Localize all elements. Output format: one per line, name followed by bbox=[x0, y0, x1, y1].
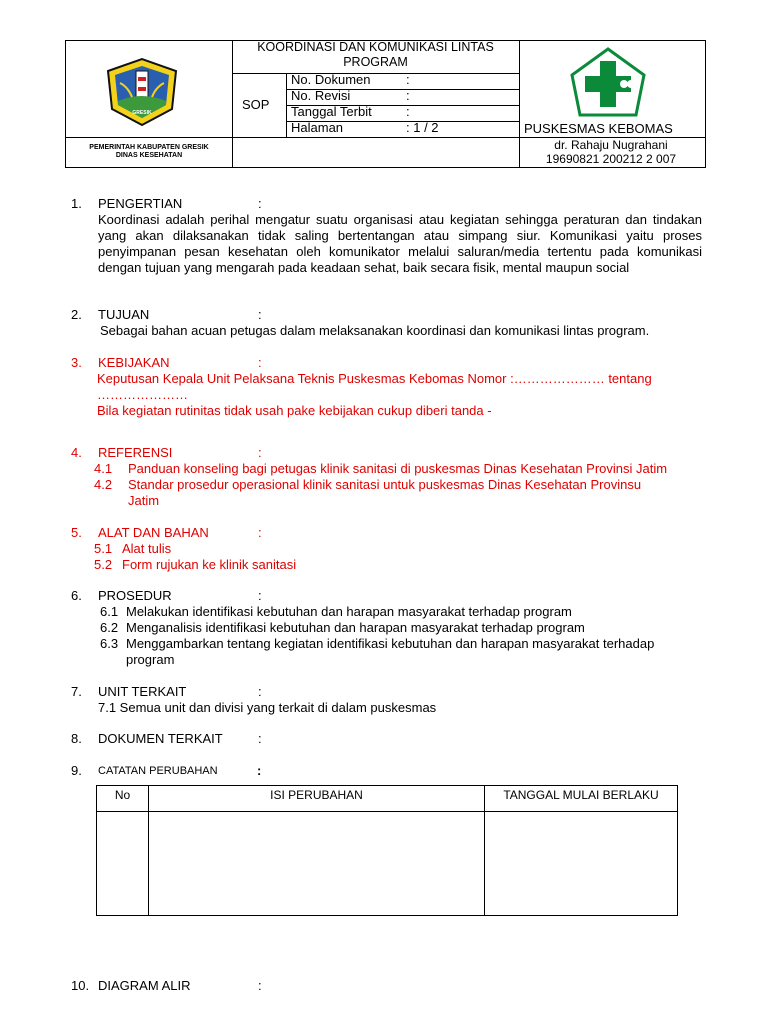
tool-item-text: Alat tulis bbox=[122, 541, 172, 556]
procedure-item-number: 6.3 bbox=[100, 636, 119, 651]
section-7-number: 7. bbox=[71, 684, 82, 699]
section-4-colon: : bbox=[258, 445, 262, 460]
tool-item-number: 5.2 bbox=[94, 557, 113, 572]
section-7-colon: : bbox=[258, 684, 262, 699]
section-2-title: TUJUAN bbox=[98, 307, 150, 322]
section-3-colon: : bbox=[258, 355, 262, 370]
section-3-title: KEBIJAKAN bbox=[98, 355, 170, 370]
section-5-title: ALAT DAN BAHAN bbox=[98, 525, 209, 540]
section-10-title: DIAGRAM ALIR bbox=[98, 978, 191, 993]
section-1-body: Koordinasi adalah perihal mengatur suatu organisasi atau kegiatan sehingga peraturan dan tindakan yang akan dilaksanakan tidak saling bertentangan atau simpang siur. Komunikasi yaitu proses penyimpanan pesan kesehatan oleh komunikator melalui saluran/media tertentu pada komunikasi dengan tujuan yang mengarah pada keadaan sehat, baik secara fisik, mental maupun social bbox=[98, 212, 702, 275]
section-8-colon: : bbox=[258, 731, 262, 746]
tool-item-text: Form rujukan ke klinik sanitasi bbox=[122, 557, 297, 572]
table-cell bbox=[149, 812, 485, 916]
section-1-title: PENGERTIAN bbox=[98, 196, 183, 211]
field-no-revisi-value: : bbox=[406, 88, 410, 103]
procedure-item-text: Melakukan identifikasi kebutuhan dan harapan masyarakat terhadap program bbox=[126, 604, 572, 619]
section-7-body: 7.1 Semua unit dan divisi yang terkait di dalam puskesmas bbox=[98, 700, 437, 715]
column-header-no: No bbox=[97, 786, 149, 812]
section-2-body: Sebagai bahan acuan petugas dalam melaksanakan koordinasi dan komunikasi lintas program. bbox=[100, 323, 650, 338]
clinic-name: PUSKESMAS KEBOMAS bbox=[524, 121, 673, 136]
table-cell bbox=[97, 812, 149, 916]
section-3-number: 3. bbox=[71, 355, 82, 370]
section-9-number: 9. bbox=[71, 763, 82, 778]
section-2-number: 2. bbox=[71, 307, 82, 322]
gresik-logo bbox=[102, 57, 182, 127]
section-3-line-3: Bila kegiatan rutinitas tidak usah pake kebijakan cukup diberi tanda - bbox=[97, 403, 492, 418]
section-9-title: CATATAN PERUBAHAN bbox=[98, 765, 218, 777]
field-halaman-value: : 1 / 2 bbox=[406, 120, 439, 135]
field-no-dokumen-value: : bbox=[406, 72, 410, 87]
sop-label: SOP bbox=[242, 97, 270, 112]
section-5-colon: : bbox=[258, 525, 262, 540]
section-1-colon: : bbox=[258, 196, 262, 211]
section-10-colon: : bbox=[258, 978, 262, 993]
procedure-item-number: 6.1 bbox=[100, 604, 119, 619]
section-4-title: REFERENSI bbox=[98, 445, 173, 460]
section-3-line-1: Keputusan Kepala Unit Pelaksana Teknis Puskesmas Kebomas Nomor :………………… tentang bbox=[97, 371, 652, 386]
section-6-colon: : bbox=[258, 588, 262, 603]
section-1-number: 1. bbox=[71, 196, 82, 211]
column-header-tanggal: TANGGAL MULAI BERLAKU bbox=[485, 786, 678, 812]
field-tanggal-terbit-label: Tanggal Terbit bbox=[291, 104, 372, 119]
procedure-item-number: 6.2 bbox=[100, 620, 119, 635]
procedure-item-text-cont: program bbox=[126, 652, 175, 667]
gov-line-1: PEMERINTAH KABUPATEN GRESIK bbox=[89, 144, 209, 151]
section-6-title: PROSEDUR bbox=[98, 588, 172, 603]
section-6-number: 6. bbox=[71, 588, 82, 603]
change-log-table bbox=[96, 785, 678, 916]
section-3-line-2: ………………… bbox=[97, 387, 188, 402]
field-no-revisi-label: No. Revisi bbox=[291, 88, 351, 103]
section-10-number: 10. bbox=[71, 978, 90, 993]
section-5-number: 5. bbox=[71, 525, 82, 540]
reference-item-text: Panduan konseling bagi petugas klinik sanitasi di puskesmas Dinas Kesehatan Provinsi Jatim bbox=[128, 461, 668, 476]
reference-item-text-cont: Jatim bbox=[128, 493, 160, 508]
field-no-dokumen-label: No. Dokumen bbox=[291, 72, 371, 87]
puskesmas-logo bbox=[570, 47, 646, 117]
section-9-colon: : bbox=[257, 763, 262, 778]
reference-item-text: Standar prosedur operasional klinik sanitasi untuk puskesmas Dinas Kesehatan Provinsu bbox=[128, 477, 642, 492]
reference-item-number: 4.2 bbox=[94, 477, 113, 492]
column-header-isi-perubahan: ISI PERUBAHAN bbox=[149, 786, 485, 812]
document-title: KOORDINASI DAN KOMUNIKASI LINTAS PROGRAM bbox=[257, 40, 494, 69]
section-7-title: UNIT TERKAIT bbox=[98, 684, 187, 699]
field-halaman-label: Halaman bbox=[291, 120, 344, 135]
reference-item-number: 4.1 bbox=[94, 461, 113, 476]
gov-institution-label bbox=[66, 144, 232, 160]
signer-nip: 19690821 200212 2 007 bbox=[545, 152, 677, 166]
section-2-colon: : bbox=[258, 307, 262, 322]
signer-name: dr. Rahaju Nugrahani bbox=[554, 138, 668, 152]
section-8-title: DOKUMEN TERKAIT bbox=[98, 731, 223, 746]
tool-item-number: 5.1 bbox=[94, 541, 113, 556]
field-tanggal-terbit-value: : bbox=[406, 104, 410, 119]
procedure-item-text: Menggambarkan tentang kegiatan identifikasi kebutuhan dan harapan masyarakat terhadap bbox=[126, 636, 655, 651]
gov-line-2: DINAS KESEHATAN bbox=[115, 152, 183, 159]
section-4-number: 4. bbox=[71, 445, 82, 460]
procedure-item-text: Menganalisis identifikasi kebutuhan dan harapan masyarakat terhadap program bbox=[126, 620, 585, 635]
section-8-number: 8. bbox=[71, 731, 82, 746]
svg-text:GRESIK: GRESIK bbox=[132, 110, 152, 116]
table-cell bbox=[485, 812, 678, 916]
